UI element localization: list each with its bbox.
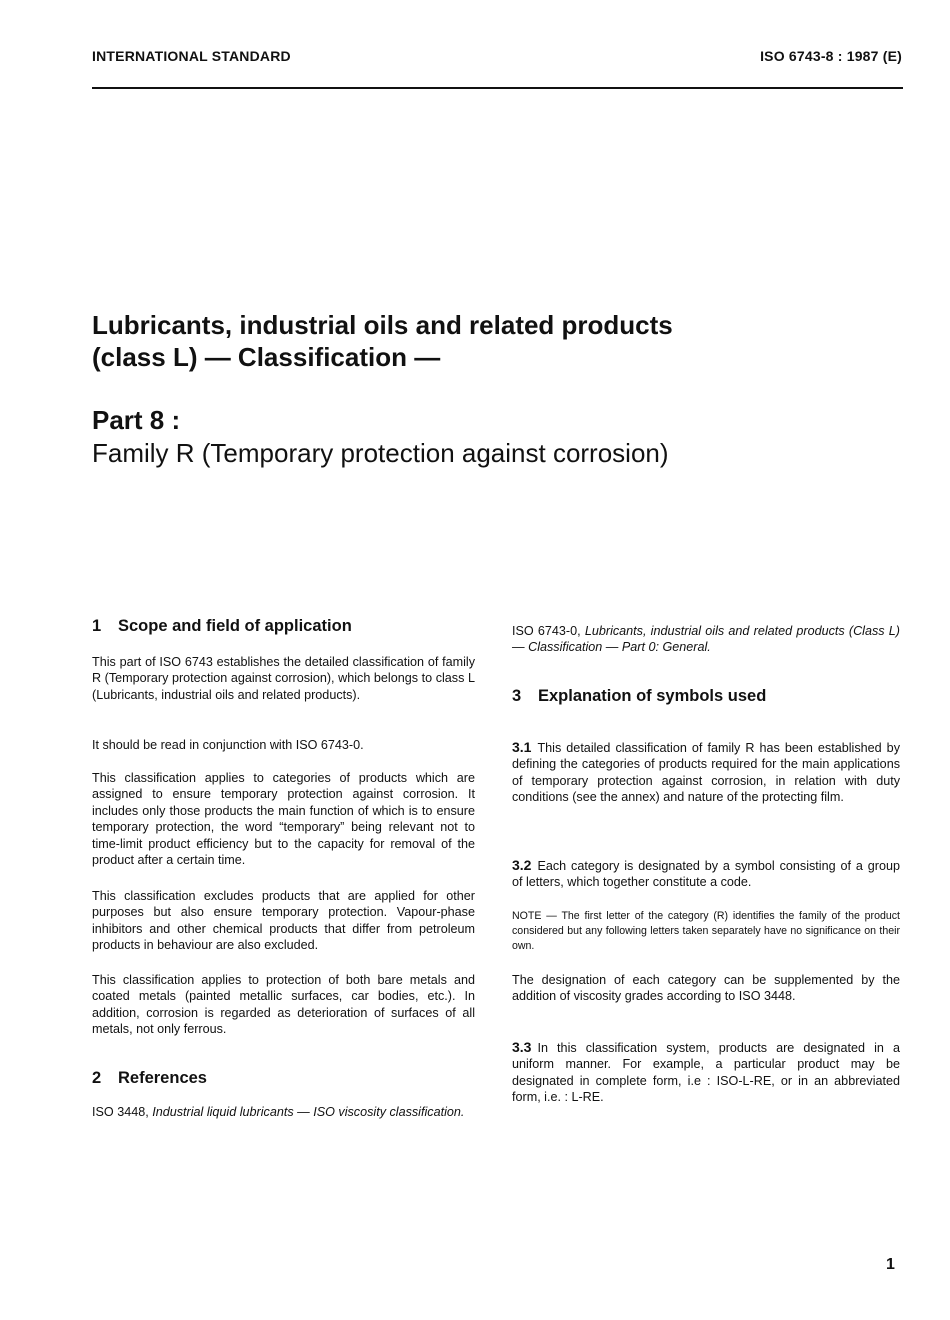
section-3-heading	[512, 687, 900, 706]
clause-3-2	[512, 857, 900, 891]
section-2-heading	[92, 1069, 475, 1088]
section-title: Scope and field of application	[118, 617, 352, 635]
reference-title: Industrial liquid lubricants — ISO viscosity classification.	[152, 1105, 465, 1119]
reference-code: ISO 6743-0,	[512, 624, 585, 638]
reference-title: Lubricants, industrial oils and related products (Class L) — Classification — Part 0: General.	[512, 624, 900, 655]
section-1-heading	[92, 617, 475, 636]
reference-iso-3448	[92, 1104, 475, 1120]
s1-paragraph-5: This classification applies to protection of both bare metals and coated metals (painted metallic surfaces, car bodies, etc.). In addition, corrosion is regarded as deterioration of surfaces of all metals, not only ferrous.	[92, 973, 475, 1037]
section-title: Explanation of symbols used	[538, 687, 767, 705]
section-number: 1	[92, 617, 102, 635]
note: NOTE — The first letter of the category (R) identifies the family of the product considered but any following letters taken separately have no significance on their own.	[512, 910, 900, 952]
clause-number: 3.2	[512, 857, 532, 873]
section-title: References	[118, 1069, 207, 1087]
reference-iso-6743-0	[512, 623, 900, 656]
header-standard-type: INTERNATIONAL STANDARD	[92, 48, 291, 64]
clause-text: This detailed classification of family R has been established by defining the categories of products required for the main applications of temporary protection against corrosion, in relation with duty conditions (see the annex) and nature of the protecting film.	[512, 741, 900, 805]
page-number: 1	[886, 1256, 895, 1273]
clause-3-3	[512, 1039, 900, 1106]
s1-paragraph-3: This classification applies to categories of products which are assigned to ensure temporary protection against corrosion. It includes only those products the main function of which is to ensure temporary protection, the word “temporary” being relevant not to time-limit product efficiency but to the capacity for removal of the product after a certain time.	[92, 771, 475, 868]
header-rule	[92, 87, 903, 89]
clause-text: Each category is designated by a symbol consisting of a group of letters, which together constitute a code.	[512, 859, 900, 890]
clause-text: In this classification system, products are designated in a uniform manner. For example, a particular product may be designated in complete form, i.e : ISO-L-RE, or in an abbreviated form, i.e. : L-RE.	[512, 1041, 900, 1105]
s1-paragraph-1: This part of ISO 6743 establishes the detailed classification of family R (Temporary protection against corrosion), which belongs to class L (Lubricants, industrial oils and related products).	[92, 655, 475, 702]
part-label: Part 8 :	[92, 405, 181, 435]
clause-number: 3.3	[512, 1039, 532, 1055]
header-standard-number: ISO 6743-8 : 1987 (E)	[760, 48, 902, 64]
section-number: 3	[512, 687, 522, 705]
subtitle: Family R (Temporary protection against corrosion)	[92, 438, 669, 468]
section-number: 2	[92, 1069, 102, 1087]
reference-code: ISO 3448,	[92, 1105, 153, 1119]
s1-paragraph-4: This classification excludes products that are applied for other purposes but also ensure temporary protection. Vapour-phase inhibitors and other chemical products that differ from petroleum products in behaviour are also excluded.	[92, 889, 475, 953]
s1-paragraph-2: It should be read in conjunction with ISO 6743-0.	[92, 738, 364, 752]
clause-number: 3.1	[512, 739, 532, 755]
title-line-1: Lubricants, industrial oils and related products	[92, 310, 673, 340]
title-line-2: (class L) — Classification —	[92, 342, 441, 372]
viscosity-paragraph: The designation of each category can be supplemented by the addition of viscosity grades according to ISO 3448.	[512, 973, 900, 1004]
clause-3-1	[512, 739, 900, 806]
